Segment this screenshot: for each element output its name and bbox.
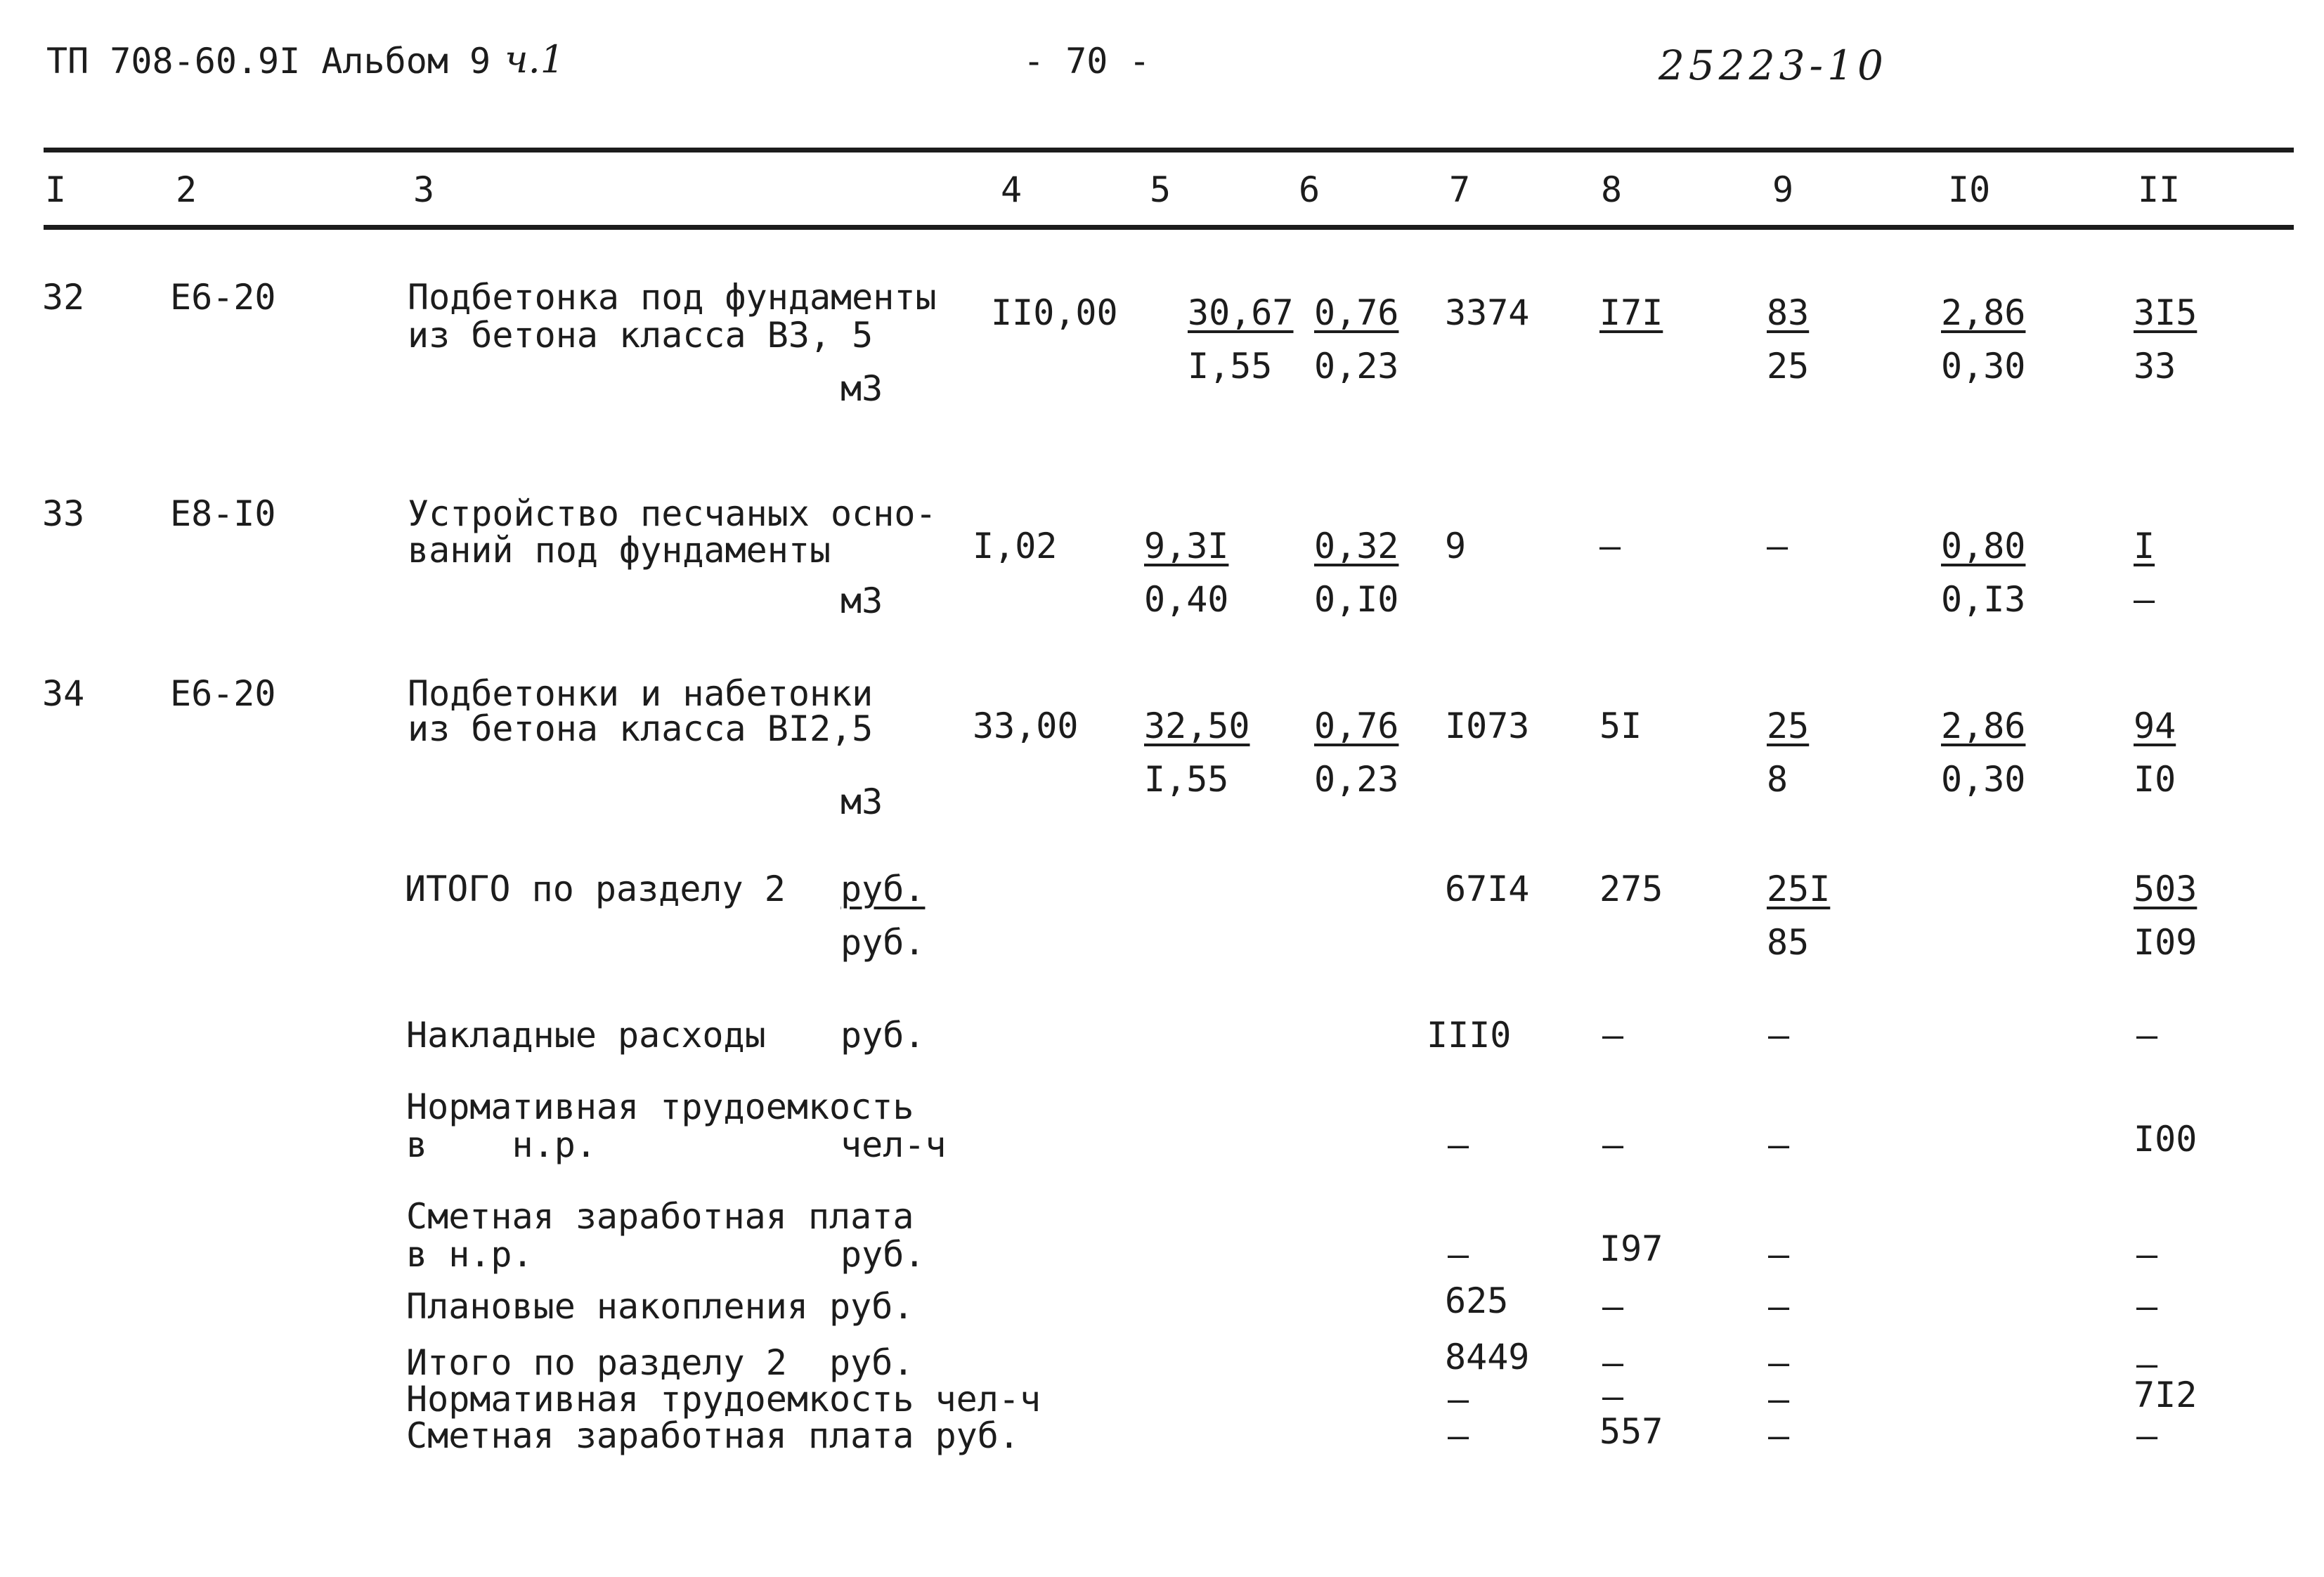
labor-unit: 2,86 <box>1941 292 2026 333</box>
labor-total: I <box>2134 526 2155 566</box>
labor-unit-machine: 0,30 <box>1941 759 2026 800</box>
part-annotation: ч.1 <box>505 37 565 82</box>
wages-unit: руб. <box>840 1234 926 1275</box>
labor-total: 94 <box>2134 706 2176 746</box>
machine-total: 83 <box>1767 292 1810 333</box>
final-wages-label: Сметная заработная плата руб. <box>406 1415 1020 1456</box>
norm-code: Е6-20 <box>170 673 276 714</box>
section-total-machine-wages: 85 <box>1767 922 1810 963</box>
unit-cost-total: 32,50 <box>1144 706 1250 746</box>
unit-cost-wages: I,55 <box>1188 346 1273 387</box>
unit-cost-total: 9,3I <box>1144 526 1229 566</box>
labor-norm-label: Нормативная трудоемкость <box>406 1086 914 1127</box>
final-labor-labor: 7I2 <box>2134 1375 2198 1415</box>
planned-savings-wages: – <box>1602 1286 1624 1327</box>
labor-unit: 2,86 <box>1941 706 2026 746</box>
labor-norm-labor: I00 <box>2134 1119 2198 1160</box>
planned-savings-label: Плановые накопления руб. <box>406 1286 914 1327</box>
planned-savings-cost: 625 <box>1445 1280 1509 1321</box>
labor-norm-cost: – <box>1448 1124 1469 1165</box>
column-header: II <box>2138 169 2181 210</box>
column-header: 3 <box>413 169 435 210</box>
unit-machine: 0,I0 <box>1314 579 1399 620</box>
final-wages-wages: 557 <box>1599 1411 1663 1452</box>
overhead-unit: руб. <box>840 1015 926 1056</box>
section-total-unit: руб. <box>840 922 926 963</box>
machine-total: 25 <box>1767 706 1810 746</box>
work-description: Подбетонки и набетонки <box>408 673 874 714</box>
final-total-machine: – <box>1768 1342 1790 1383</box>
wages-label: в н.р. <box>406 1234 533 1275</box>
inventory-number: 25223-10 <box>1658 41 1888 89</box>
column-header: I <box>45 169 67 210</box>
wages-total: – <box>1599 526 1621 566</box>
labor-total-machine: I0 <box>2134 759 2176 800</box>
unit-cost-total: 30,67 <box>1188 292 1294 333</box>
unit-labor: 0,76 <box>1314 706 1399 746</box>
wages-labor: – <box>2136 1234 2158 1275</box>
norm-code: Е6-20 <box>170 277 276 318</box>
row-number: 33 <box>42 493 85 534</box>
labor-norm-unit: чел-ч <box>840 1124 947 1165</box>
section-total-labor: 503 <box>2134 869 2198 909</box>
unit-labor: 0,32 <box>1314 526 1399 566</box>
work-description: Устройство песчаных осно- <box>408 493 937 534</box>
final-labor-label: Нормативная трудоемкость чел-ч <box>406 1379 1041 1420</box>
column-header: 5 <box>1150 169 1171 210</box>
row-number: 34 <box>42 673 85 714</box>
labor-total: 3I5 <box>2134 292 2198 333</box>
unit-label: м3 <box>840 781 883 822</box>
section-total-cost: 67I4 <box>1445 869 1530 909</box>
final-labor-cost: – <box>1448 1379 1469 1420</box>
labor-norm-machine: – <box>1768 1124 1790 1165</box>
final-total-labor: – <box>2136 1344 2158 1384</box>
labor-total-machine: – <box>2134 579 2155 620</box>
overhead-labor: – <box>2136 1015 2158 1056</box>
overhead-machine: – <box>1768 1015 1790 1056</box>
work-description: Подбетонка под фундаменты <box>408 277 937 318</box>
planned-savings-machine: – <box>1768 1286 1790 1327</box>
unit-labor: 0,76 <box>1314 292 1399 333</box>
final-wages-labor: – <box>2136 1415 2158 1456</box>
wages-total: I7I <box>1599 292 1663 333</box>
column-header: 6 <box>1299 169 1320 210</box>
norm-code: Е8-I0 <box>170 493 276 534</box>
header-top-rule <box>44 148 2294 152</box>
total-cost: I073 <box>1445 706 1530 746</box>
unit-machine: 0,23 <box>1314 346 1399 387</box>
unit-cost-wages: 0,40 <box>1144 579 1229 620</box>
quantity: II0,00 <box>991 292 1118 333</box>
document-reference: ТП 708-60.9I Альбом 9 <box>46 41 491 82</box>
unit-label: м3 <box>840 368 883 409</box>
section-total-machine: 25I <box>1767 869 1831 909</box>
work-description: из бетона класса В3, 5 <box>408 315 874 356</box>
labor-unit-machine: 0,30 <box>1941 346 2026 387</box>
section-total-label: ИТОГО по разделу 2 <box>405 869 786 909</box>
quantity: I,02 <box>973 526 1058 566</box>
machine-wages: 8 <box>1767 759 1789 800</box>
wages-label: Сметная заработная плата <box>406 1196 914 1237</box>
final-labor-machine: – <box>1768 1379 1790 1420</box>
wages-total: 5I <box>1599 706 1642 746</box>
unit-cost-wages: I,55 <box>1144 759 1229 800</box>
labor-unit: 0,80 <box>1941 526 2026 566</box>
labor-total-machine: 33 <box>2134 346 2176 387</box>
overhead-wages: – <box>1602 1015 1624 1056</box>
section-total-wages: 275 <box>1599 869 1663 909</box>
column-header: 9 <box>1772 169 1794 210</box>
labor-norm-wages: – <box>1602 1124 1624 1165</box>
section-total-unit: руб. <box>840 869 926 909</box>
overhead-label: Накладные расходы <box>406 1015 766 1056</box>
column-header: 4 <box>1001 169 1023 210</box>
total-cost: 9 <box>1445 526 1467 566</box>
overhead-cost: III0 <box>1427 1015 1512 1056</box>
column-header: I0 <box>1948 169 1991 210</box>
header-bottom-rule <box>44 225 2294 230</box>
page-number: - 70 - <box>1023 41 1150 82</box>
work-description: из бетона класса ВI2,5 <box>408 708 874 749</box>
row-number: 32 <box>42 277 85 318</box>
final-total-wages: – <box>1602 1342 1624 1383</box>
unit-machine: 0,23 <box>1314 759 1399 800</box>
machine-total: – <box>1767 526 1789 566</box>
wages-cost: – <box>1448 1234 1469 1275</box>
final-total-cost: 8449 <box>1445 1337 1530 1377</box>
total-cost: 3374 <box>1445 292 1530 333</box>
section-total-labor-machine: I09 <box>2134 922 2198 963</box>
work-description: ваний под фундаменты <box>408 530 831 571</box>
wages-wages: I97 <box>1599 1228 1663 1269</box>
column-header: 7 <box>1449 169 1471 210</box>
machine-wages: 25 <box>1767 346 1810 387</box>
final-labor-wages: – <box>1602 1376 1624 1417</box>
final-wages-machine: – <box>1768 1415 1790 1456</box>
column-header: 2 <box>176 169 197 210</box>
wages-machine: – <box>1768 1234 1790 1275</box>
final-total-label: Итого по разделу 2 руб. <box>406 1342 914 1383</box>
labor-norm-label: в н.р. <box>406 1124 597 1165</box>
planned-savings-labor: – <box>2136 1286 2158 1327</box>
column-header: 8 <box>1601 169 1623 210</box>
final-wages-cost: – <box>1448 1415 1469 1456</box>
unit-label: м3 <box>840 580 883 621</box>
labor-unit-machine: 0,I3 <box>1941 579 2026 620</box>
quantity: 33,00 <box>973 706 1079 746</box>
